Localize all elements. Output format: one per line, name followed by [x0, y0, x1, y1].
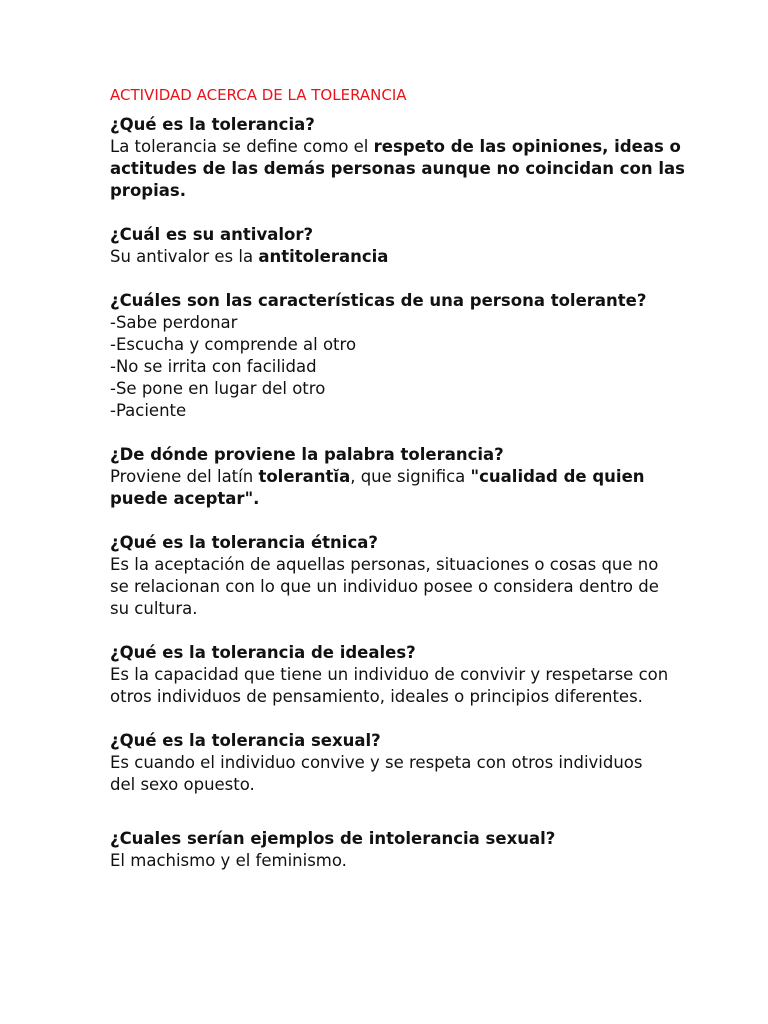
document-title: ACTIVIDAD ACERCA DE LA TOLERANCIA	[110, 86, 407, 104]
question-heading: ¿Cuales serían ejemplos de intolerancia sexual?	[110, 829, 556, 848]
answer-line: Es la aceptación de aquellas personas, situaciones o cosas que no	[110, 555, 659, 574]
answer-line	[110, 136, 750, 158]
question-heading: ¿Qué es la tolerancia de ideales?	[110, 643, 416, 662]
list-item: -No se irrita con facilidad	[110, 357, 317, 376]
answer-bold-text: antitolerancia	[258, 247, 389, 266]
list-item: -Se pone en lugar del otro	[110, 379, 326, 398]
answer-text: Proviene del latín	[110, 467, 259, 486]
answer-bold-text: "cualidad de quien	[470, 467, 645, 486]
answer-line: del sexo opuesto.	[110, 775, 255, 794]
answer-line	[110, 466, 750, 488]
section-tolerancia-ideales	[110, 642, 750, 708]
section-que-es-tolerancia	[110, 114, 750, 202]
answer-line: actitudes de las demás personas aunque no coincidan con las	[110, 159, 685, 178]
question-heading: ¿Cuál es su antivalor?	[110, 225, 314, 244]
answer-line: su cultura.	[110, 599, 198, 618]
question-heading: ¿Qué es la tolerancia?	[110, 115, 315, 134]
section-intolerancia-sexual	[110, 828, 750, 872]
section-tolerancia-sexual	[110, 730, 750, 796]
answer-line: otros individuos de pensamiento, ideales o principios diferentes.	[110, 687, 643, 706]
answer-line: puede aceptar".	[110, 489, 260, 508]
section-caracteristicas	[110, 290, 750, 422]
answer-line: Es cuando el individuo convive y se respeta con otros individuos	[110, 753, 643, 772]
answer-line: se relacionan con lo que un individuo posee o considera dentro de	[110, 577, 659, 596]
question-heading: ¿Cuáles son las características de una persona tolerante?	[110, 291, 647, 310]
question-heading: ¿De dónde proviene la palabra tolerancia?	[110, 445, 504, 464]
answer-line: El machismo y el feminismo.	[110, 851, 347, 870]
answer-bold-text: tolerantĭa	[258, 467, 351, 486]
answer-text: Su antivalor es la	[110, 247, 259, 266]
answer-line: Es la capacidad que tiene un individuo de convivir y respetarse con	[110, 665, 669, 684]
section-origen-palabra	[110, 444, 750, 510]
answer-text: La tolerancia se define como el	[110, 137, 374, 156]
answer-text: , que significa	[350, 467, 471, 486]
answer-bold-text: respeto de las opiniones, ideas o	[373, 137, 681, 156]
list-item: -Escucha y comprende al otro	[110, 335, 357, 354]
section-antivalor	[110, 224, 750, 268]
section-tolerancia-etnica	[110, 532, 750, 620]
list-item: -Paciente	[110, 401, 187, 420]
question-heading: ¿Qué es la tolerancia étnica?	[110, 533, 378, 552]
answer-line: propias.	[110, 181, 186, 200]
list-item: -Sabe perdonar	[110, 313, 238, 332]
question-heading: ¿Qué es la tolerancia sexual?	[110, 731, 381, 750]
answer-line	[110, 246, 750, 268]
